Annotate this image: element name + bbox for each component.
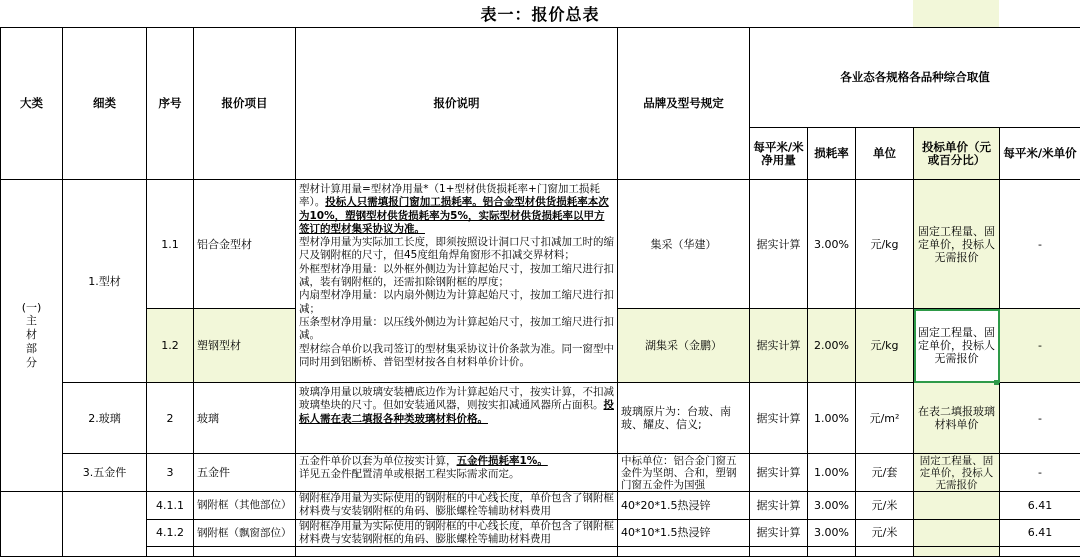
seq-cell: 4.1.1 — [147, 492, 194, 520]
empty-cell — [1000, 547, 1080, 557]
loss-cell: 3.00% — [808, 492, 856, 520]
table-row — [1, 492, 1080, 520]
page-title: 表一：报价总表 — [0, 2, 1080, 25]
bid-cell-selected[interactable]: 固定工程量、固定单价，投标人无需报价 — [914, 309, 1000, 383]
desc-text: 详见五金件配置清单或根据工程实际需求而定。 — [299, 468, 520, 480]
item-cell: 玻璃 — [194, 383, 296, 454]
header-item: 报价项目 — [194, 28, 296, 180]
quote-table — [0, 27, 1080, 557]
desc-text: 型材综合单价以我司签订的型材集采协议计价条款为准。同一窗型中同时用到铝断桥、普铝型材按各自材料单价计价。 — [299, 343, 614, 368]
empty-cell — [296, 547, 618, 557]
header-persqm: 每平米/米单价 — [1000, 128, 1080, 180]
unit-cell: 元/套 — [856, 454, 914, 492]
category-main-cell — [1, 180, 63, 492]
persqm-cell[interactable]: 6.41 — [1000, 492, 1080, 520]
unit-cell: 元/kg — [856, 309, 914, 383]
desc-text: 玻璃净用量以玻璃安装槽底边作为计算起始尺寸，按实计算，不扣减玻璃垫块的尺寸。但如安装通风器，则按实扣减通风器所占面积。 — [299, 386, 614, 411]
item-cell: 钢附框（飘窗部位） — [194, 519, 296, 547]
item-cell: 钢附框（其他部位） — [194, 492, 296, 520]
category-main-cell-empty — [1, 492, 63, 557]
empty-cell — [147, 547, 194, 557]
subcat-profile: 1.型材 — [63, 180, 147, 383]
bid-cell[interactable]: 固定工程量、固定单价，投标人无需报价 — [914, 454, 1000, 492]
usage-cell: 据实计算 — [750, 383, 808, 454]
bid-cell[interactable]: 固定工程量、固定单价，投标人无需报价 — [914, 180, 1000, 309]
header-usage: 每平米/米净用量 — [750, 128, 808, 180]
brand-cell: 40*10*1.5热浸锌 — [618, 519, 750, 547]
usage-cell: 据实计算 — [750, 309, 808, 383]
bid-cell[interactable] — [914, 519, 1000, 547]
bid-cell[interactable] — [914, 492, 1000, 520]
empty-cell — [914, 547, 1000, 557]
header-unit: 单位 — [856, 128, 914, 180]
brand-cell: 40*20*1.5热浸锌 — [618, 492, 750, 520]
desc-text: 内扇型材净用量：以内扇外侧边为计算起始尺寸，按加工缩尺进行扣减； — [299, 289, 614, 314]
category-main-label-2: 主材部分 — [26, 314, 38, 370]
desc-profile — [296, 180, 618, 383]
header-desc: 报价说明 — [296, 28, 618, 180]
brand-cell: 湖集采（金鹏） — [618, 309, 750, 383]
header-sub: 细类 — [63, 28, 147, 180]
header-seq: 序号 — [147, 28, 194, 180]
empty-cell — [808, 547, 856, 557]
subcat-empty — [63, 492, 147, 557]
loss-cell: 1.00% — [808, 383, 856, 454]
persqm-cell[interactable]: - — [1000, 454, 1080, 492]
desc-text: 五金件单价以套为单位按实计算， — [299, 455, 457, 467]
loss-cell: 3.00% — [808, 519, 856, 547]
desc-glass — [296, 383, 618, 454]
usage-cell: 据实计算 — [750, 180, 808, 309]
seq-cell: 1.1 — [147, 180, 194, 309]
loss-cell: 3.00% — [808, 180, 856, 309]
seq-cell: 3 — [147, 454, 194, 492]
desc-text: 压条型材净用量：以压线外侧边为计算起始尺寸，按加工缩尺进行扣减。 — [299, 316, 614, 341]
seq-cell: 1.2 — [147, 309, 194, 383]
item-cell: 五金件 — [194, 454, 296, 492]
empty-cell — [194, 547, 296, 557]
unit-cell: 元/m² — [856, 383, 914, 454]
desc-hardware — [296, 454, 618, 492]
seq-cell: 2 — [147, 383, 194, 454]
brand-cell: 中标单位：铝合金门窗五金件为坚朗、合和，塑钢门窗五金件为国强 — [618, 454, 750, 492]
title-row — [0, 0, 1080, 28]
header-brand: 品牌及型号规定 — [618, 28, 750, 180]
usage-cell: 据实计算 — [750, 454, 808, 492]
header-loss: 损耗率 — [808, 128, 856, 180]
subcat-glass: 2.玻璃 — [63, 383, 147, 454]
usage-cell: 据实计算 — [750, 519, 808, 547]
persqm-cell[interactable]: 6.41 — [1000, 519, 1080, 547]
desc-cell: 钢附框净用量为实际使用的钢附框的中心线长度，单价包含了钢附框材料费与安装钢附框的角码、膨胀螺栓等辅助材料费用 — [296, 492, 618, 520]
usage-cell: 据实计算 — [750, 492, 808, 520]
empty-cell — [618, 547, 750, 557]
unit-cell: 元/kg — [856, 180, 914, 309]
bid-cell[interactable]: 在表二填报玻璃材料单价 — [914, 383, 1000, 454]
desc-emphasis: 投标人需在表二填报各种类玻璃材料价格。 — [299, 399, 614, 424]
persqm-cell[interactable]: - — [1000, 383, 1080, 454]
table-row — [1, 180, 1080, 309]
item-cell: 塑钢型材 — [194, 309, 296, 383]
table-row — [1, 547, 1080, 557]
header-bid: 投标单价（元或百分比） — [914, 128, 1000, 180]
unit-cell: 元/米 — [856, 519, 914, 547]
desc-emphasis: 投标人只需填报门窗加工损耗率。铝合金型材供货损耗率本次为10%，塑钢型材供货损耗率为5%，实际型材供货损耗率以甲方签订的型材集采协议为准。 — [299, 196, 609, 235]
table-row — [1, 519, 1080, 547]
desc-emphasis: 五金件损耗率1%。 — [457, 455, 548, 467]
seq-cell: 4.1.2 — [147, 519, 194, 547]
empty-cell — [856, 547, 914, 557]
desc-cell: 钢附框净用量为实际使用的钢附框的中心线长度，单价包含了钢附框材料费与安装钢附框的角码、膨胀螺栓等辅助材料费用 — [296, 519, 618, 547]
table-row — [1, 383, 1080, 454]
persqm-cell[interactable]: - — [1000, 309, 1080, 383]
brand-cell: 玻璃原片为：台玻、南玻、耀皮、信义; — [618, 383, 750, 454]
loss-cell: 1.00% — [808, 454, 856, 492]
desc-text: 型材计算用量=型材净用量*（1+型材供货损耗率+门窗加工损耗率）。 — [299, 183, 600, 208]
subcat-hardware: 3.五金件 — [63, 454, 147, 492]
table-row — [1, 454, 1080, 492]
unit-cell: 元/米 — [856, 492, 914, 520]
loss-cell: 2.00% — [808, 309, 856, 383]
header-major: 大类 — [1, 28, 63, 180]
header-group — [750, 28, 1080, 128]
item-cell: 铝合金型材 — [194, 180, 296, 309]
fill-handle[interactable] — [994, 380, 999, 385]
desc-text: 外框型材净用量：以外框外侧边为计算起始尺寸，按加工缩尺进行扣减，装有钢附框的，还需扣除钢附框的厚度； — [299, 263, 614, 288]
persqm-cell[interactable]: - — [1000, 180, 1080, 309]
header-group-label: 各业态各规格各品种综合取值 — [840, 70, 990, 84]
brand-cell: 集采（华建） — [618, 180, 750, 309]
desc-text: 型材净用量为实际加工长度，即须按照设计洞口尺寸扣减加工时的缩尺及钢附框的尺寸，但45度组角焊角窗形不扣减交界材料； — [299, 236, 614, 261]
empty-cell — [750, 547, 808, 557]
category-main-label: (一) — [4, 301, 59, 314]
header-row-1 — [1, 28, 1080, 128]
